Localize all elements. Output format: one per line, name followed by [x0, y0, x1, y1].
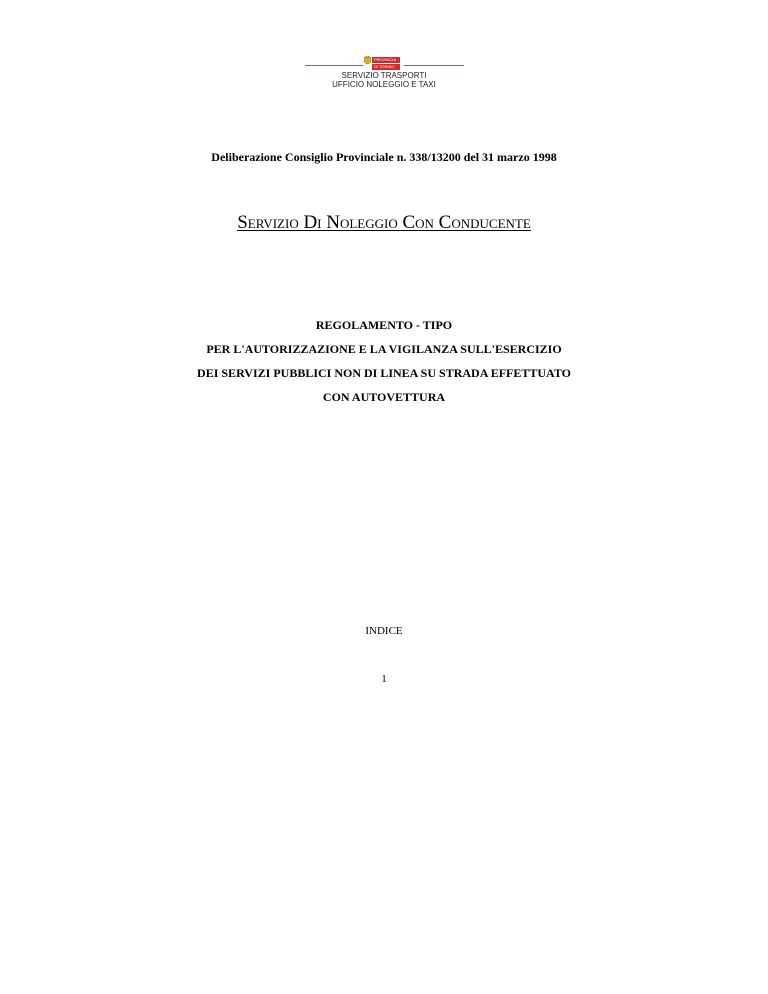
- office-name: UFFICIO NOLEGGIO E TAXI: [332, 80, 436, 89]
- regulation-line-4: CON AUTOVETTURA: [322, 390, 446, 404]
- document-title: Servizio Di Noleggio Con Conducente: [237, 212, 531, 233]
- index-heading: INDICE: [365, 625, 403, 637]
- document-header: [0, 52, 768, 92]
- page-number: 1: [381, 673, 387, 685]
- logo-text-line1: PROVINCIA: [374, 57, 397, 62]
- regulation-line-1: REGOLAMENTO - TIPO: [315, 318, 453, 332]
- logo-text-line2: DI TORINO: [374, 64, 395, 69]
- deliberation-reference: Deliberazione Consiglio Provinciale n. 338/13200 del 31 marzo 1998: [211, 150, 557, 164]
- crest-icon: [364, 56, 371, 66]
- regulation-line-3: DEI SERVIZI PUBBLICI NON DI LINEA SU STRADA EFFETTUATO: [197, 366, 571, 380]
- regulation-line-2: PER L'AUTORIZZAZIONE E LA VIGILANZA SULL'ESERCIZIO: [206, 342, 562, 356]
- header-rule-right: [404, 65, 464, 66]
- header-rule-left: [305, 65, 363, 66]
- department-name: SERVIZIO TRASPORTI: [341, 71, 427, 80]
- province-logo: [364, 54, 402, 70]
